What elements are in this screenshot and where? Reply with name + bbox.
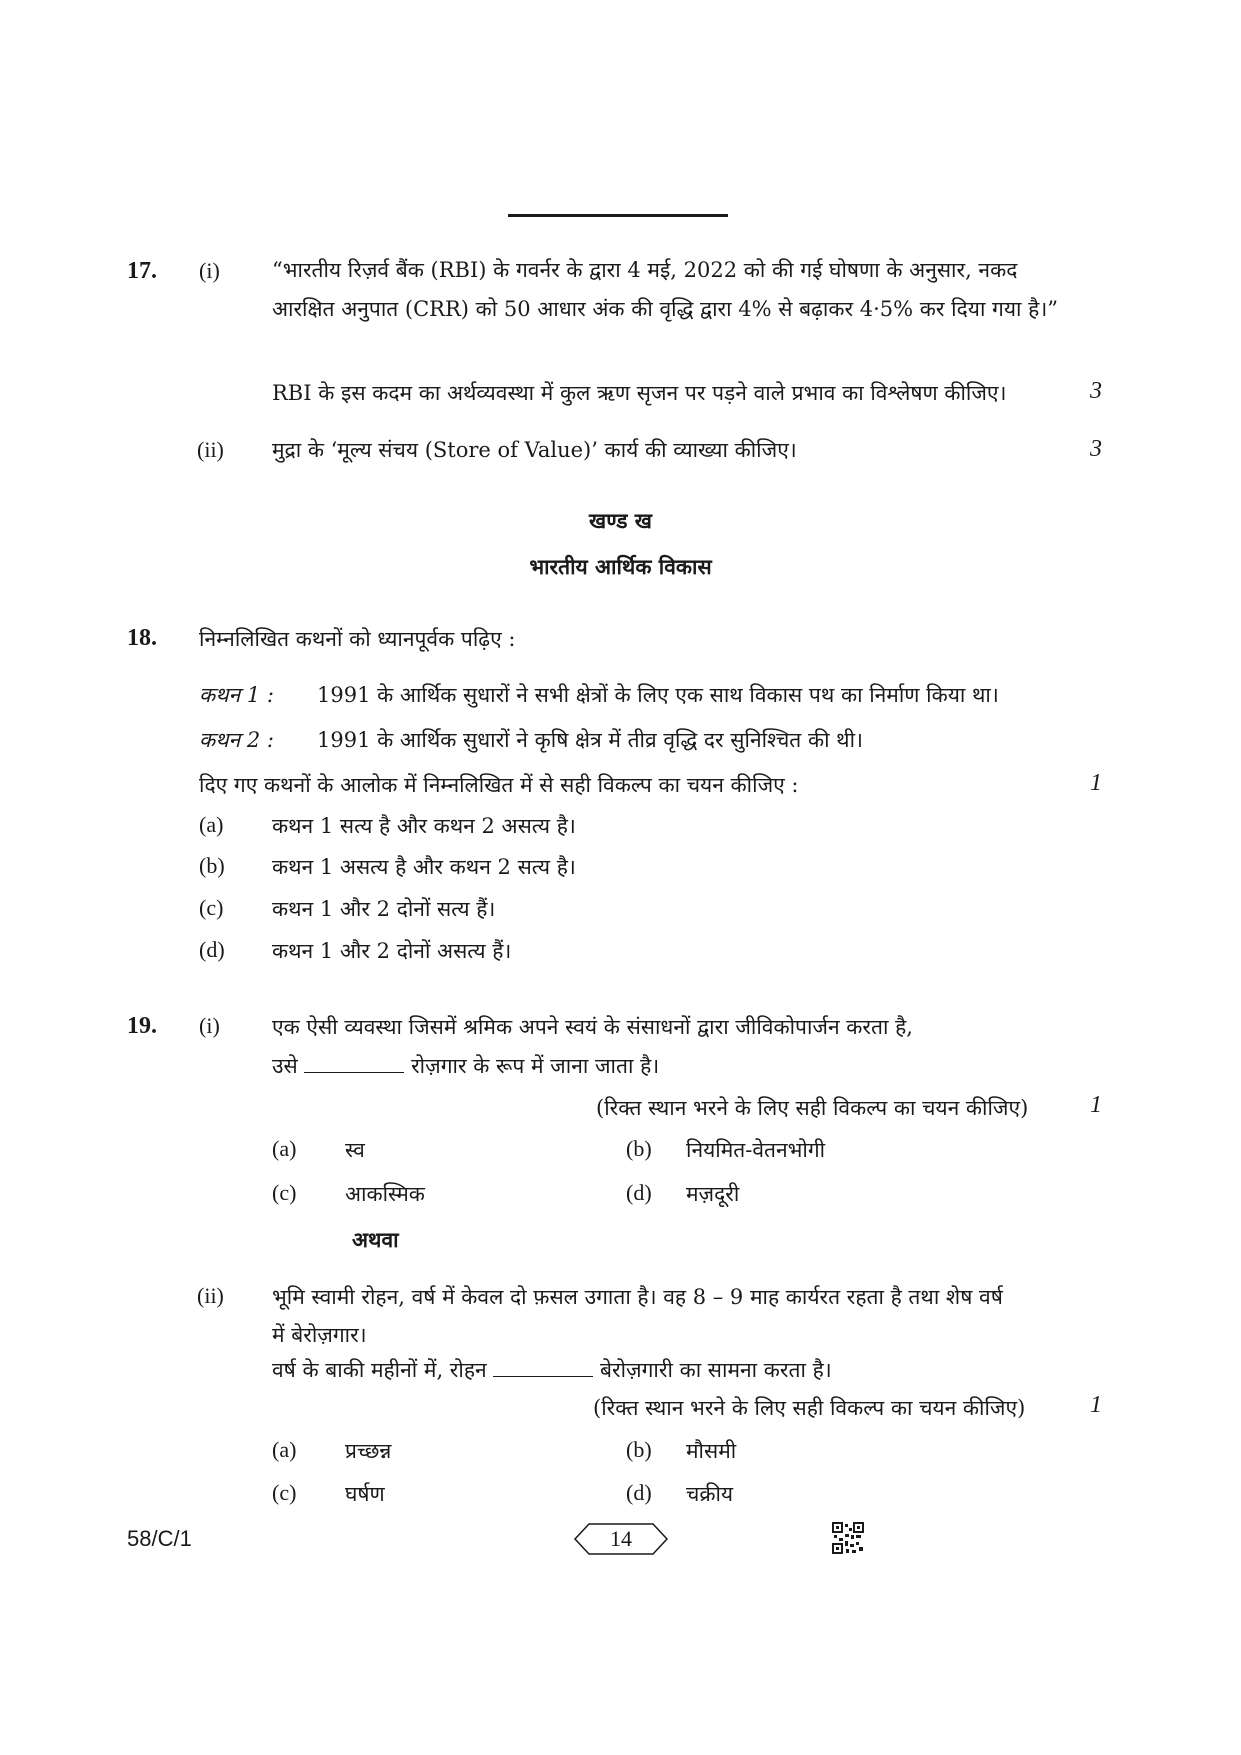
- option-label: (a): [272, 1437, 297, 1462]
- question-number: 18.: [127, 625, 157, 651]
- paper-code: 58/C/1: [127, 1526, 192, 1551]
- qr-code-icon: [832, 1522, 864, 1554]
- marks: 3: [1090, 378, 1102, 404]
- fill-blank: [304, 1054, 404, 1073]
- option-text: मज़दूरी: [686, 1182, 740, 1206]
- option-label: (d): [626, 1480, 652, 1505]
- instruction-text: दिए गए कथनों के आलोक में निम्नलिखित में से सही विकल्प का चयन कीजिए :: [199, 773, 799, 797]
- question-number: 19.: [127, 1013, 157, 1039]
- option-label: (d): [199, 937, 225, 962]
- option-text: स्व: [345, 1138, 365, 1162]
- option-text: कथन 1 और 2 दोनों असत्य हैं।: [272, 939, 512, 963]
- question-text: RBI के इस कदम का अर्थव्यवस्था में कुल ऋण सृजन पर पड़ने वाले प्रभाव का विश्लेषण कीजिए।: [272, 381, 1007, 405]
- option-label: (c): [272, 1180, 297, 1205]
- quote-text: “भारतीय रिज़र्व बैंक (RBI) के गवर्नर के द्वारा 4 मई, 2022 को की गई घोषणा के अनुसार, नकद आरक्षित अनुपात (CRR) को 50 आधार अंक की वृद्धि द्वारा 4% से बढ़ाकर 4·5% कर दिया गया है।”: [272, 258, 1059, 321]
- option-text: प्रच्छन्न: [345, 1439, 392, 1463]
- question-text-line3: [272, 1356, 832, 1384]
- marks: 1: [1090, 1092, 1102, 1118]
- option-text: कथन 1 और 2 दोनों सत्य हैं।: [272, 897, 496, 921]
- option-text: घर्षण: [345, 1482, 385, 1506]
- blank-post: रोज़गार के रूप में जाना जाता है।: [411, 1054, 660, 1078]
- option-text: आकस्मिक: [345, 1182, 425, 1206]
- question-text: भूमि स्वामी रोहन, वर्ष में केवल दो फ़सल उगाता है। वह 8 – 9 माह कार्यरत रहता है तथा शेष वर्ष: [272, 1285, 1003, 1309]
- option-label: (d): [626, 1180, 652, 1205]
- option-label: (c): [272, 1480, 297, 1505]
- option-label: (a): [199, 812, 224, 837]
- marks: 1: [1090, 1392, 1102, 1418]
- question-intro: निम्नलिखित कथनों को ध्यानपूर्वक पढ़िए :: [199, 627, 516, 651]
- section-heading: खण्ड ख: [589, 508, 652, 533]
- page-number-badge: [573, 1522, 669, 1556]
- option-text: कथन 1 सत्य है और कथन 2 असत्य है।: [272, 814, 576, 838]
- subpart-label: (ii): [197, 1283, 224, 1308]
- subpart-label: (i): [199, 258, 220, 283]
- page-number: 14: [610, 1526, 632, 1551]
- option-text: चक्रीय: [686, 1482, 734, 1506]
- subpart-label: (i): [199, 1013, 220, 1038]
- blank-pre: उसे: [272, 1054, 298, 1078]
- statement-text: 1991 के आर्थिक सुधारों ने कृषि क्षेत्र में तीव्र वृद्धि दर सुनिश्चित की थी।: [317, 728, 864, 752]
- question-number: 17.: [127, 258, 157, 284]
- option-label: (b): [199, 853, 225, 878]
- question-text: में बेरोज़गार।: [272, 1323, 367, 1347]
- blank-post: बेरोज़गारी का सामना करता है।: [600, 1358, 832, 1382]
- hint-text: (रिक्त स्थान भरने के लिए सही विकल्प का चयन कीजिए): [593, 1396, 1026, 1420]
- question-text-line2: [272, 1052, 659, 1080]
- question-text: एक ऐसी व्यवस्था जिसमें श्रमिक अपने स्वयं के संसाधनों द्वारा जीविकोपार्जन करता है,: [272, 1015, 913, 1039]
- option-label: (c): [199, 895, 224, 920]
- blank-pre: वर्ष के बाकी महीनों में, रोहन: [272, 1358, 487, 1382]
- option-label: (b): [626, 1136, 652, 1161]
- question-text: मुद्रा के ‘मूल्य संचय (Store of Value)’ कार्य की व्याख्या कीजिए।: [272, 438, 797, 462]
- option-text: नियमित-वेतनभोगी: [686, 1138, 826, 1162]
- statement-label: कथन 2 :: [199, 728, 274, 752]
- option-text: मौसमी: [686, 1439, 737, 1463]
- option-text: कथन 1 असत्य है और कथन 2 सत्य है।: [272, 855, 576, 879]
- section-subheading: भारतीय आर्थिक विकास: [529, 554, 712, 579]
- option-label: (b): [626, 1437, 652, 1462]
- fill-blank: [493, 1358, 593, 1377]
- subpart-label: (ii): [197, 437, 224, 462]
- marks: 1: [1090, 770, 1102, 796]
- option-label: (a): [272, 1136, 297, 1161]
- statement-text: 1991 के आर्थिक सुधारों ने सभी क्षेत्रों के लिए एक साथ विकास पथ का निर्माण किया था।: [317, 683, 999, 707]
- statement-label: कथन 1 :: [199, 683, 274, 707]
- marks: 3: [1090, 436, 1102, 462]
- top-rule: [508, 214, 728, 217]
- or-label: अथवा: [352, 1227, 399, 1252]
- hint-text: (रिक्त स्थान भरने के लिए सही विकल्प का चयन कीजिए): [596, 1096, 1029, 1120]
